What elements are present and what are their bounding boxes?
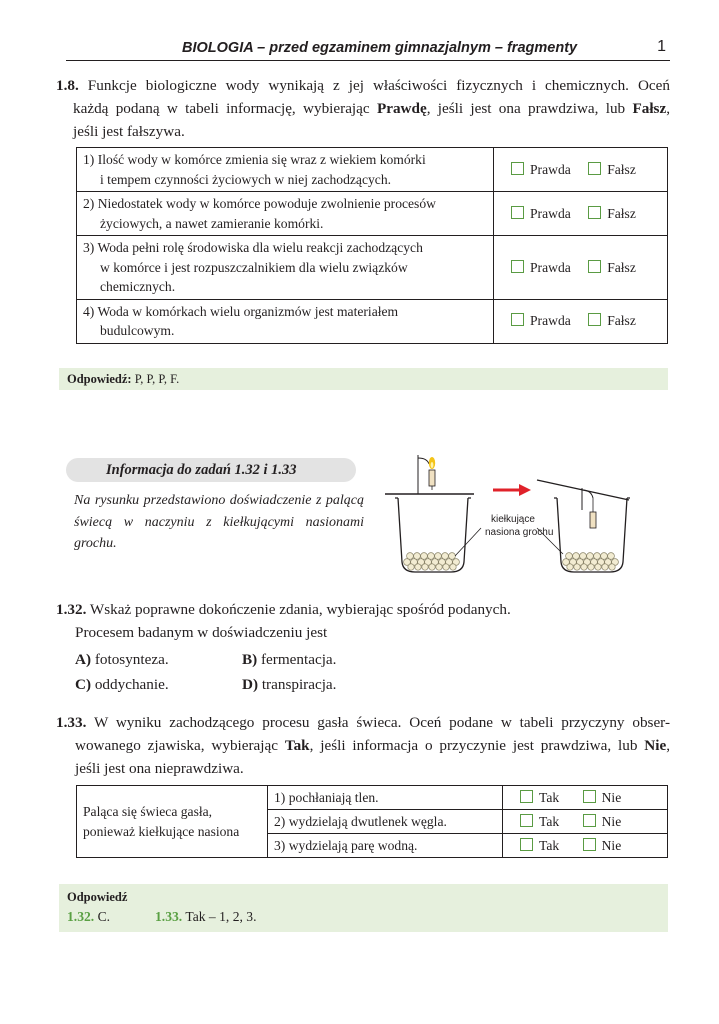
option-label: Fałsz <box>607 205 636 221</box>
option-false[interactable] <box>588 162 636 177</box>
option-false[interactable] <box>588 313 636 328</box>
option-true[interactable] <box>511 162 571 177</box>
statement-line: budulcowym. <box>100 323 175 338</box>
option-c[interactable] <box>75 673 169 696</box>
answer-value: Tak – 1, 2, 3. <box>182 909 257 924</box>
answer-number: 1.33. <box>155 909 183 924</box>
option-true[interactable] <box>511 260 571 275</box>
answer-value: P, P, P, F. <box>131 372 180 386</box>
answer-cell <box>494 236 668 300</box>
info-title: Informacja do zadań 1.32 i 1.33 <box>66 458 356 482</box>
option-text: fotosynteza. <box>91 651 169 668</box>
checkbox[interactable] <box>583 814 596 827</box>
statement-cell <box>77 299 494 343</box>
answer-bar-1-8 <box>59 368 668 390</box>
checkbox[interactable] <box>520 838 533 851</box>
keyword-yes: Tak <box>284 737 310 754</box>
table-row <box>77 299 668 343</box>
option-no[interactable] <box>583 790 622 805</box>
option-letter: A) <box>75 651 92 668</box>
vessel-before-icon <box>385 455 474 572</box>
header-title: BIOLOGIA – przed egzaminem gimnazjalnym – fragmenty <box>182 40 578 56</box>
answer-cell <box>503 786 668 810</box>
option-label: Prawda <box>530 205 571 221</box>
option-no[interactable] <box>583 814 622 829</box>
option-label: Nie <box>601 789 622 805</box>
answer-number: 1.32. <box>67 909 95 924</box>
option-label: Fałsz <box>607 161 636 177</box>
checkbox[interactable] <box>520 790 533 803</box>
checkbox[interactable] <box>588 162 601 175</box>
vessel-after-icon <box>537 480 630 572</box>
prompt-line: każdą podaną w tabeli informację, wybierając <box>73 100 377 117</box>
statement-line: 1) Ilość wody w komórce zmienia się wraz z wiekiem komórki <box>83 152 426 167</box>
checkbox[interactable] <box>588 260 601 273</box>
answer-bar-1-32-1-33 <box>59 884 668 932</box>
option-no[interactable] <box>583 838 622 853</box>
figure-label: nasiona grochu <box>485 527 554 538</box>
page-number: 1 <box>657 38 666 55</box>
prompt-line: Wskaż poprawne dokończenie zdania, wybierając spośród podanych. <box>86 601 511 618</box>
prompt-line: , jeśli jest ona prawdziwa, lub <box>426 100 633 117</box>
option-label: Nie <box>601 813 622 829</box>
option-yes[interactable] <box>520 790 559 805</box>
option-label: Tak <box>539 813 560 829</box>
reason-cell: 2) wydzielają dwutlenek węgla. <box>268 810 503 834</box>
answer-cell <box>494 192 668 236</box>
option-yes[interactable] <box>520 838 559 853</box>
checkbox[interactable] <box>511 162 524 175</box>
arrow-icon <box>493 484 531 496</box>
prompt-line: jeśli jest ona nieprawdziwa. <box>75 760 244 777</box>
answer-cell <box>503 834 668 858</box>
option-letter: C) <box>75 676 92 693</box>
checkbox[interactable] <box>520 814 533 827</box>
question-1-8-prompt <box>56 74 670 143</box>
info-text: Na rysunku przedstawiono doświadczenie z palącą świecą w naczyniu z kiełkującymi nasionami grochu. <box>74 493 364 551</box>
checkbox[interactable] <box>583 790 596 803</box>
statement-line: 4) Woda w komórkach wielu organizmów jest materiałem <box>83 303 399 319</box>
keyword-false: Fałsz <box>632 100 667 117</box>
figure-label: kiełkujące <box>491 514 535 525</box>
question-number: 1.8. <box>56 77 79 94</box>
answer-cell <box>494 148 668 192</box>
option-b[interactable] <box>242 648 336 671</box>
option-text: fermentacja. <box>257 651 337 668</box>
true-false-table-1-8 <box>76 147 668 344</box>
option-false[interactable] <box>588 206 636 221</box>
option-label: Prawda <box>530 313 571 329</box>
options-row <box>56 673 670 698</box>
option-label: Nie <box>601 837 622 853</box>
checkbox[interactable] <box>588 206 601 219</box>
prompt-line: wowanego zjawiska, wybierając <box>75 737 285 754</box>
punctuation: , <box>666 100 670 117</box>
answer-label: Odpowiedź: <box>67 372 132 386</box>
question-1-33-prompt <box>56 711 670 780</box>
answer-cell <box>503 810 668 834</box>
answer-cell <box>494 299 668 343</box>
keyword-true: Prawdę <box>376 100 427 117</box>
option-false[interactable] <box>588 260 636 275</box>
table-row <box>77 148 668 192</box>
stem-cell <box>77 786 268 858</box>
option-letter: B) <box>242 651 258 668</box>
statement-line: chemicznych. <box>100 279 176 294</box>
reason-cell: 1) pochłaniają tlen. <box>268 786 503 810</box>
checkbox[interactable] <box>588 313 601 326</box>
prompt-line: Funkcje biologiczne wody wynikają z jej właściwości fizycznych i chemicznych. Oceń <box>87 77 671 94</box>
prompt-line: Procesem badanym w doświadczeniu jest <box>75 624 328 641</box>
statement-cell <box>77 236 494 300</box>
options-row <box>56 648 670 673</box>
prompt-line: , jeśli informacja o przyczynie jest prawdziwa, lub <box>309 737 645 754</box>
reason-cell: 3) wydzielają parę wodną. <box>268 834 503 858</box>
punctuation: , <box>666 737 670 754</box>
prompt-line: W wyniku zachodzącego procesu gasła świeca. Oceń podane w tabeli przyczyny obser- <box>86 714 670 731</box>
checkbox[interactable] <box>511 206 524 219</box>
statement-line: życiowych, a nawet zamieranie komórki. <box>100 215 324 231</box>
option-true[interactable] <box>511 206 571 221</box>
answer-values <box>67 906 660 928</box>
experiment-figure <box>385 450 635 580</box>
option-text: oddychanie. <box>91 676 169 693</box>
keyword-no: Nie <box>644 737 667 754</box>
prompt-line: jeśli jest fałszywa. <box>73 123 185 140</box>
statement-line: i tempem czynności życiowych w niej zachodzących. <box>100 171 392 187</box>
question-number: 1.32. <box>56 601 87 618</box>
option-true[interactable] <box>511 313 571 328</box>
table-row <box>77 786 668 810</box>
answer-value: C. <box>94 909 111 924</box>
page-header <box>66 38 670 61</box>
option-letter: D) <box>242 676 259 693</box>
option-label: Fałsz <box>607 259 636 275</box>
yes-no-table-1-33 <box>76 785 668 858</box>
question-number: 1.33. <box>56 714 87 731</box>
statement-line: 2) Niedostatek wody w komórce powoduje zwolnienie procesów <box>83 196 436 211</box>
question-1-32 <box>56 598 670 698</box>
option-label: Prawda <box>530 161 571 177</box>
statement-cell <box>77 148 494 192</box>
option-text: transpiracja. <box>258 676 337 693</box>
option-label: Tak <box>539 789 560 805</box>
table-row <box>77 192 668 236</box>
checkbox[interactable] <box>511 313 524 326</box>
table-row <box>77 236 668 300</box>
checkbox[interactable] <box>511 260 524 273</box>
option-label: Fałsz <box>607 313 636 329</box>
statement-cell <box>77 192 494 236</box>
option-label: Tak <box>539 837 560 853</box>
stem-line: ponieważ kiełkujące nasiona <box>83 823 240 839</box>
option-d[interactable] <box>242 673 336 696</box>
stem-line: Paląca się świeca gasła, <box>83 804 213 819</box>
option-a[interactable] <box>75 648 169 671</box>
option-label: Prawda <box>530 259 571 275</box>
statement-line: 3) Woda pełni rolę środowiska dla wielu reakcji zachodzących <box>83 240 423 255</box>
checkbox[interactable] <box>583 838 596 851</box>
statement-line: w komórce i jest rozpuszczalnikiem dla wielu związków <box>100 259 408 275</box>
answer-label: Odpowiedź <box>67 890 128 904</box>
option-yes[interactable] <box>520 814 559 829</box>
